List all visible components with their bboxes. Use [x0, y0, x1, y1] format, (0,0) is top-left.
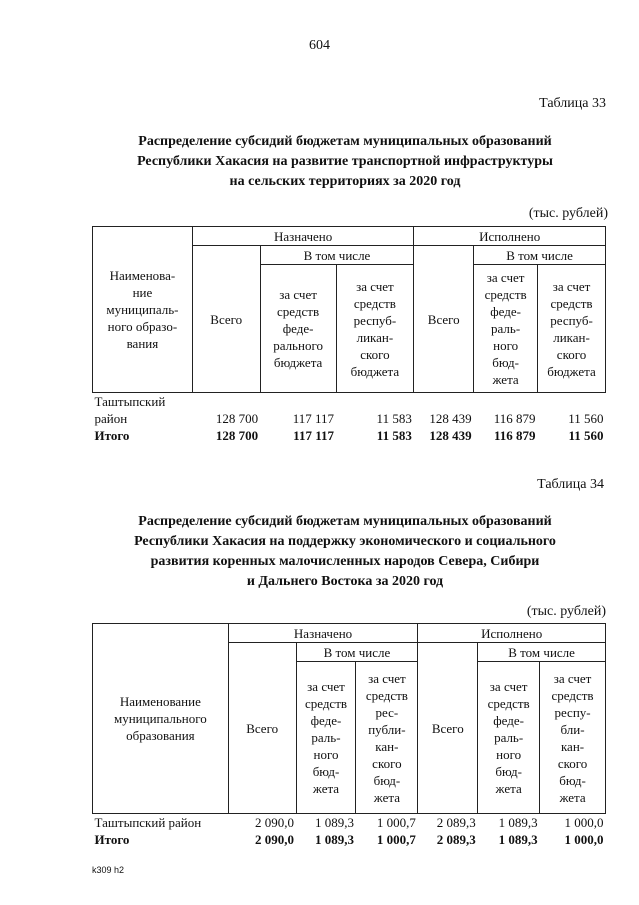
table-33-title-line: Распределение субсидий бюджетам муниципальных образований: [138, 134, 552, 149]
header-name: Наименование муниципального образования: [93, 624, 229, 814]
header-republic-exec: за счет средств респу- бли- кан- ского бюд- жета: [540, 662, 606, 814]
header-total: Всего: [192, 246, 260, 393]
cell-value: 128 700: [215, 428, 259, 443]
header-republic: за счет средств респуб- ликан- ского бюджета: [336, 265, 414, 393]
cell-value: 2 089,3: [436, 815, 476, 830]
header-assigned: Назначено: [228, 624, 418, 643]
cell-value: 128 439: [429, 428, 472, 443]
total-name: Итого: [94, 428, 130, 443]
table-row: [93, 393, 606, 428]
table-33-title-line: на сельских территориях за 2020 год: [229, 174, 461, 189]
cell-value: 1 089,3: [314, 832, 354, 847]
cell-value: 1 089,3: [314, 815, 354, 830]
header-total: Всего: [228, 643, 296, 814]
table-34: [92, 623, 606, 848]
cell-value: 128 700: [215, 411, 259, 426]
table-33: [92, 226, 606, 444]
cell-value: 11 560: [568, 428, 604, 443]
cell-value: 2 089,3: [436, 832, 476, 847]
row-name: Таштыпский район: [94, 815, 202, 830]
table-33-title: [70, 132, 620, 192]
table-row: [93, 814, 606, 832]
header-executed: Исполнено: [414, 227, 606, 246]
header-republic: за счет средств рес- публи- кан- ского бюд- жета: [356, 662, 418, 814]
cell-value: 1 000,0: [564, 832, 604, 847]
header-republic-exec: за счет средств респуб- ликан- ского бюджета: [538, 265, 606, 393]
table-34-title-line: Республики Хакасия на поддержку экономического и социального: [134, 534, 556, 549]
total-row: [93, 831, 606, 848]
header-federal-exec: за счет средств феде- раль- ного бюд- жета: [474, 265, 538, 393]
page-number: 604: [309, 38, 330, 53]
cell-value: 11 560: [568, 411, 604, 426]
cell-value: 11 583: [376, 428, 412, 443]
cell-value: 1 000,7: [376, 815, 416, 830]
cell-value: 128 439: [429, 411, 472, 426]
header-including: В том числе: [296, 643, 418, 662]
header-total-exec: Всего: [414, 246, 474, 393]
table-33-units: (тыс. рублей): [528, 206, 608, 221]
table-34-units: (тыс. рублей): [526, 604, 606, 619]
table-34-title-line: и Дальнего Востока за 2020 год: [246, 574, 444, 589]
header-executed: Исполнено: [418, 624, 606, 643]
header-name: Наименова- ние муниципаль- ного образо- вания: [93, 227, 193, 393]
header-including-exec: В том числе: [478, 643, 606, 662]
cell-value: 2 090,0: [255, 815, 295, 830]
table-34-label: Таблица 34: [537, 477, 604, 492]
cell-value: 2 090,0: [255, 832, 295, 847]
header-federal-exec: за счет средств феде- раль- ного бюд- жета: [478, 662, 540, 814]
cell-value: 1 000,7: [376, 832, 416, 847]
table-33-title-line: Республики Хакасия на развитие транспортной инфраструктуры: [137, 154, 553, 169]
header-including: В том числе: [260, 246, 414, 265]
header-federal: за счет средств феде- рального бюджета: [260, 265, 336, 393]
cell-value: 117 117: [292, 411, 334, 426]
total-row: [93, 427, 606, 444]
cell-value: 1 089,3: [498, 815, 538, 830]
table-34-title-line: развития коренных малочисленных народов Севера, Сибири: [150, 554, 540, 569]
cell-value: 11 583: [376, 411, 412, 426]
table-34-title: [70, 512, 620, 592]
row-name: Таштыпский район: [94, 394, 166, 426]
cell-value: 1 000,0: [564, 815, 604, 830]
table-34-title-line: Распределение субсидий бюджетам муниципальных образований: [138, 514, 552, 529]
table-33-label: Таблица 33: [539, 96, 606, 111]
footer-code: k309 h2: [92, 865, 125, 875]
header-assigned: Назначено: [192, 227, 413, 246]
cell-value: 116 879: [494, 428, 536, 443]
header-federal: за счет средств феде- раль- ного бюд- жета: [296, 662, 356, 814]
total-name: Итого: [94, 832, 130, 847]
header-including-exec: В том числе: [474, 246, 606, 265]
cell-value: 1 089,3: [498, 832, 538, 847]
header-total-exec: Всего: [418, 643, 478, 814]
cell-value: 117 117: [293, 428, 334, 443]
cell-value: 116 879: [493, 411, 536, 426]
